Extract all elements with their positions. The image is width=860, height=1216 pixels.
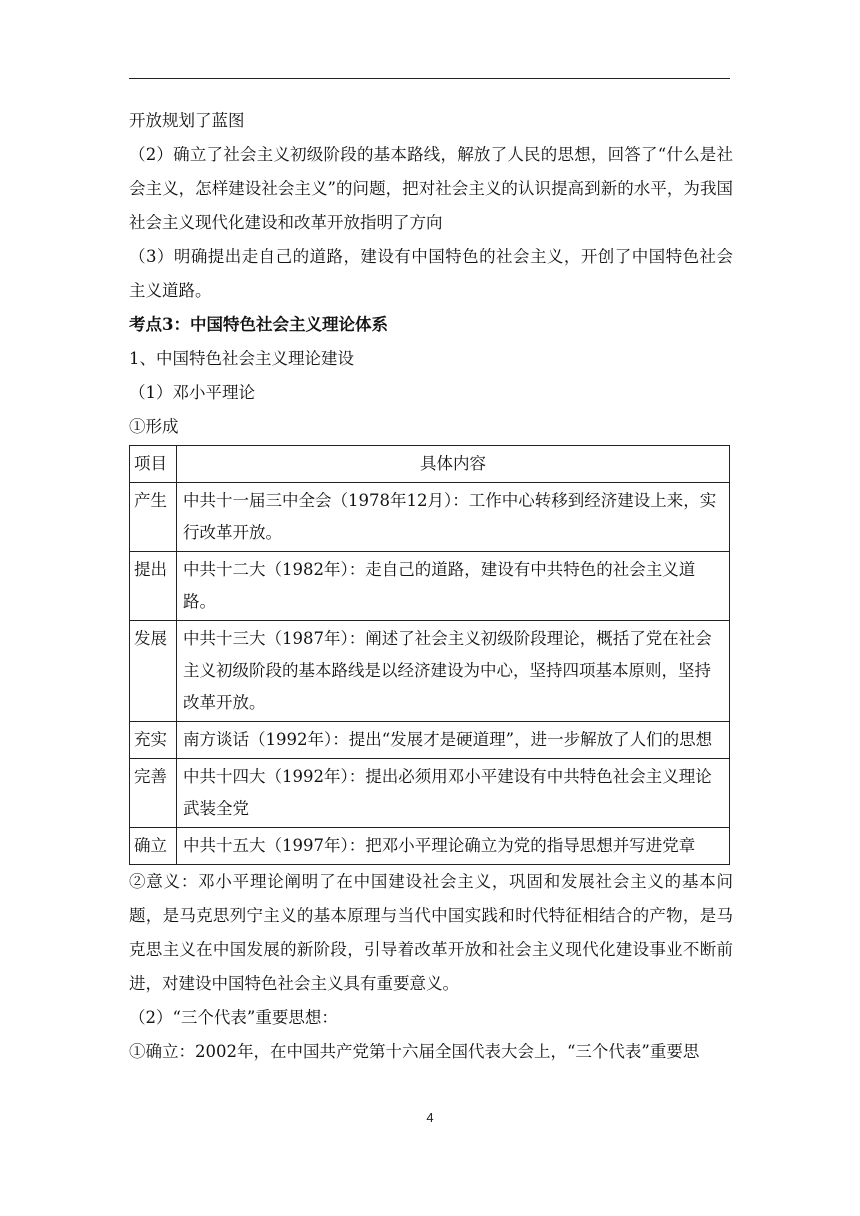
table-cell-content: 中共十二大（1982年）：走自己的道路，建设有中共特色的社会主义道路。 xyxy=(177,552,730,621)
paragraph: ②意义：邓小平理论阐明了在中国建设社会主义，巩固和发展社会主义的基本问题，是马克思列宁主义的基本原理与当代中国实践和时代特征相结合的产物，是马克思主义在中国发展的新阶段，引导着改革开放和社会主义现代化建设事业不断前进，对建设中国特色社会主义具有重要意义。 xyxy=(129,872,733,993)
table-header-row xyxy=(130,446,730,483)
paragraph: ①确立：2002年，在中国共产党第十六届全国代表大会上，“三个代表”重要思 xyxy=(129,1042,700,1061)
table-cell-item: 确立 xyxy=(130,828,177,865)
table-cell-item: 提出 xyxy=(130,552,177,621)
paragraph: （3）明确提出走自己的道路，建设有中国特色的社会主义，开创了中国特色社会主义道路。 xyxy=(129,247,733,300)
table-row xyxy=(130,621,730,722)
header-rule xyxy=(129,78,730,79)
document-body xyxy=(129,104,733,1069)
table-cell-content: 中共十一届三中全会（1978年12月）：工作中心转移到经济建设上来，实行改革开放。 xyxy=(177,483,730,552)
paragraph: ①形成 xyxy=(129,417,179,436)
table-row xyxy=(130,483,730,552)
table-row xyxy=(130,759,730,828)
table-cell-content: 中共十四大（1992年）：提出必须用邓小平建设有中共特色社会主义理论武装全党 xyxy=(177,759,730,828)
table-cell-item: 发展 xyxy=(130,621,177,722)
page-number: 4 xyxy=(426,1110,434,1125)
table-cell-item: 完善 xyxy=(130,759,177,828)
paragraph: 开放规划了蓝图 xyxy=(129,111,245,130)
paragraph: （2）“三个代表”重要思想： xyxy=(129,1008,338,1027)
table-cell-item: 产生 xyxy=(130,483,177,552)
table-row xyxy=(130,552,730,621)
table-header-item: 项目 xyxy=(130,446,177,483)
paragraph: 1、中国特色社会主义理论建设 xyxy=(129,349,354,368)
table-cell-content: 中共十三大（1987年）：阐述了社会主义初级阶段理论，概括了党在社会主义初级阶段的基本路线是以经济建设为中心，坚持四项基本原则，坚持改革开放。 xyxy=(177,621,730,722)
table-cell-content: 中共十五大（1997年）：把邓小平理论确立为党的指导思想并写进党章 xyxy=(177,828,730,865)
table-cell-content: 南方谈话（1992年）：提出“发展才是硬道理”，进一步解放了人们的思想 xyxy=(177,722,730,759)
table-header-content: 具体内容 xyxy=(177,446,730,483)
table-row xyxy=(130,722,730,759)
table-row xyxy=(130,828,730,865)
section-heading: 考点3：中国特色社会主义理论体系 xyxy=(129,315,388,334)
table-cell-item: 充实 xyxy=(130,722,177,759)
formation-table xyxy=(129,445,730,865)
paragraph: （2）确立了社会主义初级阶段的基本路线，解放了人民的思想，回答了“什么是社会主义，怎样建设社会主义”的问题，把对社会主义的认识提高到新的水平，为我国社会主义现代化建设和改革开放指明了方向 xyxy=(129,145,733,232)
paragraph: （1）邓小平理论 xyxy=(129,383,255,402)
